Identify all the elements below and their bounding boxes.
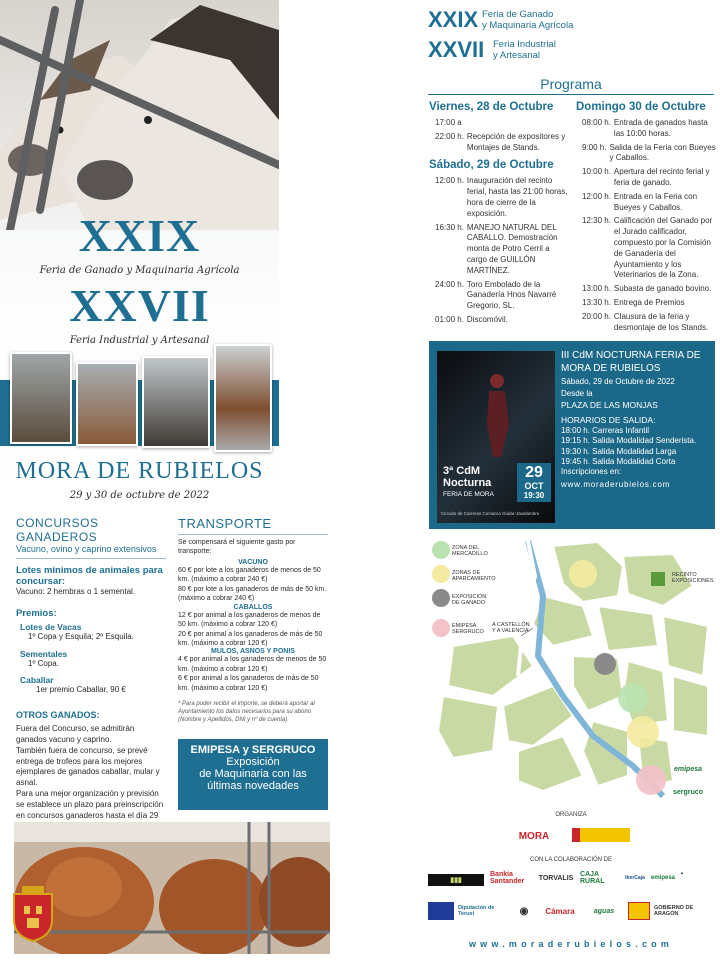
- lotes-text: Vacuno: 2 hembras o 1 semental.: [16, 587, 136, 596]
- organiza-label: ORGANIZA: [555, 812, 587, 818]
- programa-desc: Entrega de Premios: [613, 297, 685, 307]
- sponsor-logo-diputacion: [458, 902, 506, 920]
- poster-time: 19:30: [523, 491, 545, 500]
- chickens-photo: [10, 352, 72, 444]
- calf-photo: [214, 344, 272, 452]
- sponsor-bankia-text: Bankia Santander: [490, 871, 525, 885]
- emipesa-logo: emipesa: [673, 765, 703, 773]
- programa-desc: Apertura del recinto ferial y feria de ganado.: [613, 167, 710, 187]
- poster-month: OCT: [524, 481, 544, 491]
- programa-desc: Discomóvil.: [466, 314, 508, 324]
- road-label: A CASTELLÓN Y A VALENCIA: [492, 622, 530, 635]
- cover-town: MORA DE RUBIELOS: [15, 458, 264, 484]
- empisa-line4: últimas novedades: [207, 780, 299, 792]
- sponsor-logo-camara: [540, 902, 580, 920]
- nocturna-h2: 19:15 h. Salida Modalidad Senderista.: [561, 436, 697, 446]
- programa-row: [435, 176, 569, 219]
- sponsor-logo-gobierno-aragon: [654, 902, 712, 920]
- programa-row: [582, 167, 716, 189]
- header-text1b: y Maquinaria Agrícola: [482, 20, 574, 31]
- sponsor-camara-text: Cámara: [545, 906, 575, 916]
- cover-edition2-sub: Feria Industrial y Artesanal: [69, 335, 210, 346]
- programa-desc: Calificación del Ganado por el Jurado calificador, compuesto por la Comisión de Ganadería del Ayuntamiento y los Veterinarios de la Zona.: [613, 216, 713, 280]
- programa-row: [435, 315, 569, 326]
- sponsor-ibercaja-text: IberCaja: [625, 875, 645, 881]
- footer-web-link[interactable]: www.moraderubielos.com: [468, 939, 674, 949]
- cover-edition1: XXIX: [78, 210, 201, 261]
- nocturna-desde: Desde la: [561, 389, 593, 399]
- programa-desc: Entrada de ganados hasta las 10:00 horas.: [613, 118, 708, 138]
- cattle-photo-bottom: [14, 822, 330, 954]
- sementales-text: 1º Copa.: [28, 658, 59, 668]
- legend-aparcamiento: ZONAS DE APARCAMIENTO: [452, 570, 496, 583]
- programa-row: [582, 284, 716, 295]
- empisa-line3: de Maquinaria con las: [199, 768, 307, 780]
- empisa-line2: Exposición: [226, 756, 280, 768]
- nocturna-box: [429, 341, 715, 529]
- sponsor-logo-torvalis: [536, 870, 576, 886]
- sponsor-logo-1: ▮▮▮: [428, 874, 484, 886]
- mora-logo-text: MORA: [518, 830, 550, 842]
- sponsor-logo-agrupacion: ▲: [680, 870, 684, 875]
- nocturna-title2: MORA DE RUBIELOS: [561, 363, 661, 374]
- sergruco-logo: sergruco: [673, 788, 703, 796]
- programa-desc: Subasta de ganado bovino.: [613, 284, 712, 294]
- programa-desc: Salida de la Feria con Bueyes y Caballos.: [609, 142, 716, 163]
- nocturna-poster: [437, 351, 555, 523]
- caballos-2: 20 € por animal a los ganaderos de más de 50 km. (máximo a cobrar 120 €): [178, 630, 323, 647]
- cover-dates: 29 y 30 de octubre de 2022: [69, 490, 210, 501]
- cattle-photo: [76, 362, 138, 446]
- mulos-label: MULOS, ASNOS Y PONIS: [211, 648, 295, 656]
- runner-icon: [467, 369, 527, 459]
- programa-time: 13:00 h.: [582, 284, 611, 294]
- header-text2b: y Artesanal: [493, 50, 540, 61]
- domingo-heading: Domingo 30 de Octubre: [576, 101, 706, 113]
- nocturna-web-link[interactable]: www.moraderubielos.com: [561, 479, 671, 489]
- header-text2a: Feria Industrial: [493, 39, 556, 50]
- town-crest-icon: [12, 884, 54, 942]
- aragon-flag-logo: [628, 902, 650, 920]
- transporte-title: TRANSPORTE: [178, 516, 272, 531]
- programa-time: 16:30 h.: [435, 222, 464, 232]
- nocturna-horarios: HORARIOS DE SALIDA:: [561, 414, 656, 425]
- programa-row: [582, 298, 716, 309]
- legend-recinto: RECINTO EXPOSICIONES: [672, 572, 714, 585]
- header-num1: XXIX: [428, 7, 479, 32]
- cover-edition2: XXVII: [69, 280, 210, 331]
- lotes-title: Lotes mínimos de animales para concursar:: [16, 565, 163, 587]
- vacuno-2: 80 € por lote a los ganaderos de más de 50 km. (máximo a cobrar 240 €): [178, 585, 327, 603]
- header-num2: XXVII: [428, 37, 485, 62]
- programa-time: 12:00 h.: [582, 191, 611, 201]
- programa-row: [582, 192, 716, 214]
- nocturna-title1: III CdM NOCTURNA FERIA DE: [561, 350, 701, 361]
- sabado-list: [435, 176, 569, 325]
- poster-footer: Circuito de Carreras Comarca Gúdar-Javalambre: [441, 511, 540, 516]
- programa-time: 13:30 h.: [582, 297, 611, 307]
- programa-row: [582, 143, 716, 165]
- programa-desc: Inauguración del recinto ferial, hasta las 21:00 horas, hora de cierre de la exposición.: [466, 176, 568, 218]
- sponsor-aragon-text: GOBIERNO DE ARAGON: [654, 905, 694, 917]
- programa-time: 12:00 h.: [435, 176, 464, 186]
- programa-time: 10:00 h.: [582, 167, 611, 177]
- poster-title: [443, 465, 494, 501]
- caballos-label: CABALLOS: [233, 603, 273, 611]
- mulos-2: 6 € por animal a los ganaderos de más de 50 km. (máximo a cobrar 120 €): [178, 675, 319, 692]
- empisa-box: [178, 739, 328, 810]
- sabado-heading: Sábado, 29 de Octubre: [429, 159, 554, 172]
- transporte-note: * Para poder recibir el importe, se deberá aportar al Ayuntamiento los datos necesarios para su abono (Nombre y Apellidos, DNI y nº de cuenta): [178, 701, 315, 724]
- sponsor-logos: [428, 866, 714, 926]
- sponsor-logo-bankia: [490, 870, 526, 886]
- caballar-label: Caballar: [20, 675, 54, 686]
- header-text1: [482, 9, 573, 31]
- domingo-list: [582, 118, 716, 333]
- programa-row: [582, 118, 716, 140]
- programa-desc: MANEJO NATURAL DEL CABALLO. Demostración monta de Potro Cerril a cargo de GUILLÓN MARTÍNEZ.: [466, 222, 558, 275]
- header-text2: [493, 39, 556, 61]
- programa-row: [582, 312, 716, 334]
- horses-photo: [0, 0, 279, 230]
- cover-panel: [0, 0, 279, 520]
- programa-time: 22:00 h.: [435, 131, 464, 141]
- transporte-section: [178, 516, 328, 724]
- nocturna-h1: 18:00 h. Carreras Infantil: [561, 425, 650, 435]
- concursos-title: CONCURSOS GANADEROS: [16, 516, 99, 544]
- concursos-subtitle: Vacuno, ovino y caprino extensivos: [16, 544, 157, 554]
- lotes-vacas-label: Lotes de Vacas: [20, 621, 82, 632]
- programa-right-column: [576, 101, 716, 336]
- colab-label: CON LA COLABORACIÓN DE: [529, 857, 613, 863]
- nocturna-details: [561, 349, 713, 490]
- programa-time: 01:00 h.: [435, 314, 464, 324]
- vacuno-1: 60 € por lote a los ganaderos de menos de 50 km. (máximo a cobrar 240 €): [178, 566, 321, 584]
- programa-time: 24:00 h.: [435, 279, 464, 289]
- programa-time: 17:00 a: [435, 118, 462, 127]
- sponsor-logo-cajarural: [580, 868, 620, 888]
- programa-time: 20:00 h.: [582, 311, 611, 321]
- programa-desc: Toro Embolado de la Ganadería Hnos Navarré Gregorio, SL.: [466, 279, 557, 311]
- legend-mercadillo: ZONA DEL MERCADILLO: [452, 545, 488, 558]
- nocturna-inscr: Inscripciones en:: [561, 467, 622, 477]
- sponsor-logo-emipesa: [650, 868, 676, 888]
- sementales-label: Sementales: [20, 648, 68, 659]
- sponsor-logo-ibercaja: [622, 868, 648, 888]
- concursos-section: [16, 516, 166, 843]
- legend-emipesa: EMIPESA SERGRUCO: [452, 623, 484, 636]
- poster-line-b: Nocturna: [443, 477, 492, 489]
- otros-text: Fuera del Concurso, se admitirán ganados vacuno y caprino.: [16, 724, 135, 744]
- header-text1a: Feria de Ganado: [482, 9, 554, 20]
- viernes-list: [435, 118, 569, 153]
- empisa-line1: EMIPESA y SERGRUCO: [190, 744, 316, 756]
- programa-desc: Entrada en la Feria con Bueyes y Caballos.: [613, 191, 698, 212]
- legend-ganado: EXPOSICIÓN DE GANADO: [452, 594, 487, 607]
- mulos-1: 4 € por animal a los ganaderos de menos de 50 km. (máximo a cobrar 120 €): [178, 656, 327, 673]
- programa-row: [435, 118, 569, 129]
- programa-row: [435, 280, 569, 312]
- lotes-vacas-text: 1º Copa y Esquila; 2º Esquila.: [28, 631, 134, 641]
- caballar-text: 1er premio Caballar, 90 €: [36, 685, 126, 695]
- nocturna-h3: 19:30 h. Salida Modalidad Larga: [561, 446, 677, 456]
- programa-desc: Recepción de expositores y Montajes de Stands.: [466, 131, 566, 152]
- programa-row: [435, 132, 569, 154]
- programa-desc: Clausura de la feria y desmontaje de los Stands.: [613, 311, 709, 332]
- programa-row: [435, 223, 569, 277]
- transporte-intro: Se compensará el siguiente gasto por transporte:: [178, 539, 296, 556]
- programa-time: 12:30 h.: [582, 216, 611, 226]
- sponsor-cajarural-text: CAJA RURAL: [580, 871, 605, 885]
- poster-day: 29: [525, 464, 543, 481]
- mora-logo: [512, 824, 556, 848]
- sponsor-aguas-text: aguas: [593, 907, 615, 915]
- poster-date-badge: [517, 463, 551, 502]
- sponsor-torvalis-text: TORVALIS: [538, 874, 574, 882]
- programa-title: Programa: [428, 76, 714, 95]
- otros-text3: Para una mejor organización y previsión se establece un plazo para preinscripción en concursos ganaderos hasta el día 29: [16, 788, 164, 820]
- nocturna-date: Sábado, 29 de Octubre de 2022: [561, 377, 675, 386]
- sponsor-diputacion-text: Diputación de Teruel: [458, 905, 495, 917]
- viernes-heading: Viernes, 28 de Octubre: [429, 101, 554, 113]
- poster-line-c: FERIA DE MORA: [443, 491, 494, 498]
- programa-left-column: [429, 101, 569, 329]
- premios-title: Premios:: [16, 607, 57, 619]
- caballos-1: 12 € por animal a los ganaderos de menos de 50 km. (máximo a cobrar 120 €): [178, 611, 321, 629]
- nocturna-h4: 19:45 h. Salida Modalidad Corta: [561, 457, 676, 467]
- donkeys-photo: [142, 356, 210, 448]
- poster-line-a: 3ª CdM: [443, 465, 481, 477]
- sponsor-logo-gudar: ◉: [519, 905, 529, 917]
- nocturna-plaza: PLAZA DE LAS MONJAS: [561, 399, 658, 410]
- otros-text2: También fuera de concurso, se prevé entrega de trofeos para los mejores ejemplares de ganados caballar, mular y asnal.: [16, 745, 160, 788]
- programa-time: 9:00 h.: [582, 142, 607, 152]
- sponsor-logo-aguas: [584, 902, 624, 920]
- programa-row: [582, 216, 716, 281]
- eu-flag-logo: [428, 902, 454, 920]
- programa-time: 08:00 h.: [582, 118, 611, 127]
- cover-edition1-sub: Feria de Ganado y Maquinaria Agrícola: [39, 265, 240, 276]
- otros-title: OTROS GANADOS:: [16, 710, 100, 721]
- spain-flag-logo: [572, 828, 630, 842]
- vacuno-label: VACUNO: [238, 558, 268, 566]
- sponsor-emipesa-text: emipesa: [650, 875, 675, 881]
